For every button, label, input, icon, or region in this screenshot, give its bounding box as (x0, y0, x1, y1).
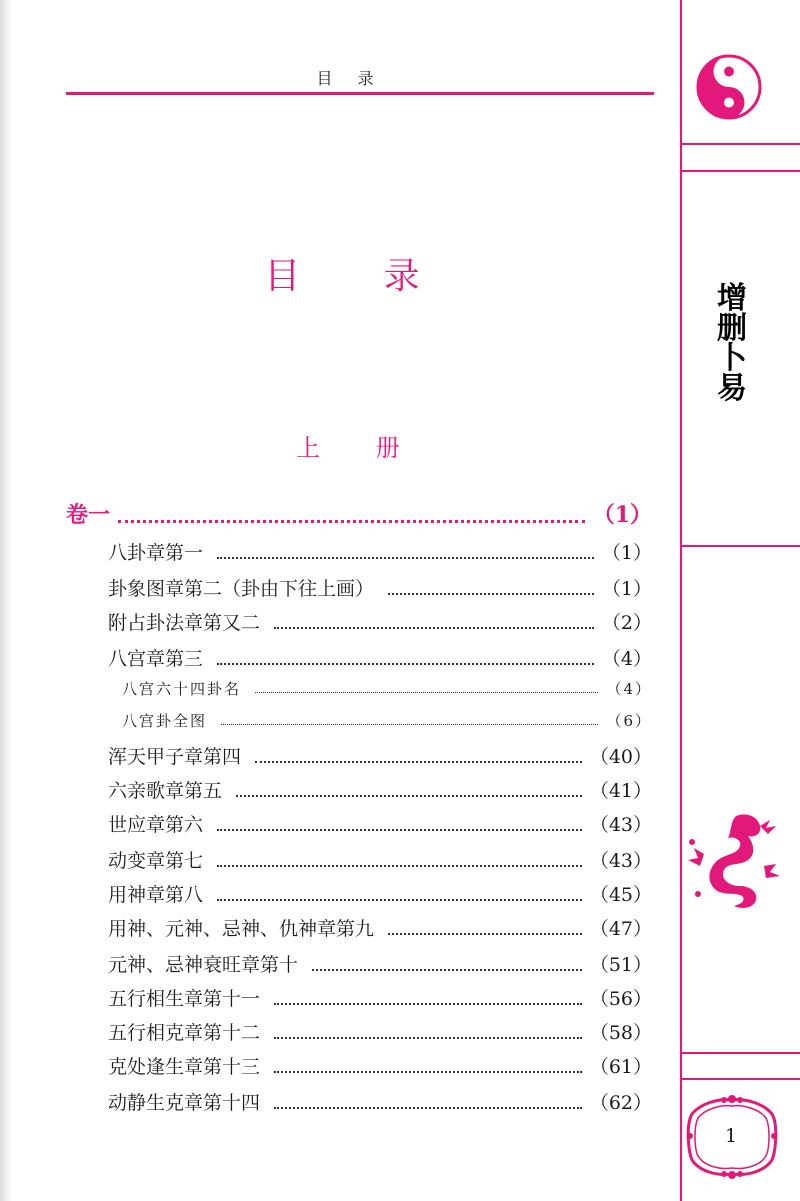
toc-entry-page: （47） (589, 918, 652, 940)
toc-leader (217, 663, 594, 665)
toc-leader (217, 829, 582, 831)
toc-entry-page: （4） (601, 648, 652, 670)
toc-volume-title: 卷一 (66, 502, 111, 528)
yin-yang-icon (696, 54, 762, 120)
part-title: 上 册 (296, 434, 424, 462)
toc-leader (217, 557, 594, 559)
toc-entry-page: （62） (589, 1092, 652, 1114)
toc-entry-title: 动静生克章第十四 (108, 1092, 261, 1114)
toc-entry (108, 810, 652, 837)
toc-entry-page: （1） (601, 578, 652, 600)
book-title-char: 卜 (717, 341, 747, 376)
toc-leader (274, 1071, 582, 1073)
toc-entry (108, 574, 652, 601)
toc-entry-title: 卦象图章第二（卦由下往上画） (108, 578, 375, 600)
toc-entry (108, 538, 652, 565)
toc-entry (108, 608, 652, 635)
toc-entry-page: （43） (589, 850, 652, 872)
toc-entry-page: （4） (606, 680, 652, 698)
book-title-char: 增 (717, 281, 747, 316)
sidebar-rule (680, 170, 800, 172)
toc-entry-title: 世应章第六 (108, 814, 204, 836)
toc-entry-title: 六亲歌章第五 (108, 780, 223, 802)
toc-leader (221, 724, 598, 725)
toc-entry (108, 880, 652, 907)
toc-entry (108, 1018, 652, 1045)
toc-entry-page: （1） (601, 542, 652, 564)
toc-entry-title: 八宫章第三 (108, 648, 204, 670)
toc-entry (108, 950, 652, 977)
sidebar-rule (680, 1052, 800, 1054)
sidebar-rule (680, 143, 800, 145)
toc-entry-page: （56） (589, 988, 652, 1010)
toc-entry (108, 914, 652, 941)
toc-entry-title: 八宫六十四卦名 (122, 680, 242, 698)
toc-entry (108, 984, 652, 1011)
book-title-char: 易 (717, 371, 747, 406)
toc-entry (108, 1052, 652, 1079)
toc-leader (255, 692, 598, 693)
toc-leader (388, 593, 594, 595)
toc-volume (66, 498, 652, 529)
toc-volume-page: （1） (592, 502, 652, 528)
toc-entry-title: 用神、元神、忌神、仇神章第九 (108, 918, 375, 940)
toc-entry-page: （6） (606, 712, 652, 730)
toc-leader (274, 627, 594, 629)
toc-entry-title: 浑天甲子章第四 (108, 746, 242, 768)
toc-leader (217, 899, 582, 901)
toc-entry-page: （43） (589, 814, 652, 836)
dragon-icon (684, 808, 784, 912)
toc-entry-title: 八卦章第一 (108, 542, 204, 564)
toc-entry-title: 克处逢生章第十三 (108, 1056, 261, 1078)
toc-entry-title: 附占卦法章第又二 (108, 612, 261, 634)
toc-leader (274, 1037, 582, 1039)
header-rule (66, 92, 654, 95)
page-number: 1 (724, 1125, 738, 1147)
toc-entry (122, 678, 652, 699)
toc-entry (122, 710, 652, 731)
toc-leader (274, 1003, 582, 1005)
toc-leader (312, 969, 582, 971)
toc-entry-title: 元神、忌神衰旺章第十 (108, 954, 299, 976)
toc-entry (108, 846, 652, 873)
toc-entry (108, 776, 652, 803)
toc-leader (255, 761, 582, 763)
book-title-char: 删 (717, 311, 747, 346)
toc-entry-title: 动变章第七 (108, 850, 204, 872)
toc-entry-page: （61） (589, 1056, 652, 1078)
toc-entry-page: （45） (589, 884, 652, 906)
toc-entry-page: （2） (601, 612, 652, 634)
toc-entry (108, 742, 652, 769)
toc-entry-page: （41） (589, 780, 652, 802)
toc-leader (388, 933, 582, 935)
toc-entry-page: （40） (589, 746, 652, 768)
sidebar-rule (680, 545, 800, 547)
page-edge-shadow (0, 0, 12, 1201)
page-title: 目 录 (264, 256, 456, 297)
toc-leader (274, 1107, 582, 1109)
toc-entry-page: （58） (589, 1022, 652, 1044)
toc-leader (217, 865, 582, 867)
toc-entry (108, 1088, 652, 1115)
book-title-vertical (712, 281, 752, 406)
toc-entry-title: 五行相生章第十一 (108, 988, 261, 1010)
toc-entry-title: 五行相克章第十二 (108, 1022, 261, 1044)
running-head: 目 录 (316, 69, 384, 88)
toc-entry (108, 644, 652, 671)
toc-entry-page: （51） (589, 954, 652, 976)
sidebar-border (680, 0, 682, 1201)
sidebar-rule (680, 1078, 800, 1080)
toc-entry-title: 八宫卦全图 (122, 712, 208, 730)
toc-entry-title: 用神章第八 (108, 884, 204, 906)
toc-leader (118, 520, 585, 523)
toc-leader (236, 795, 582, 797)
